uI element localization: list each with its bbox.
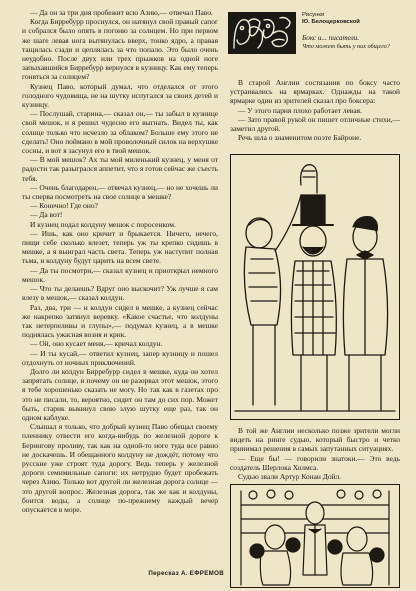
- rubric-logo: [228, 12, 296, 54]
- anecdote-paragraph: — Зато правой рукой он пишет отличные стихи,— заметил другой.: [230, 114, 400, 134]
- story-paragraph: — Послушай, старина,— сказал он,— ты забыл в кузнице свой мешок, и я решил чудесно его выгнать. Видел ты, как солнце только что исчезло за облаком? Больше ему этого не сделать! Оно поймано в мой проволочный силок на верхушке сосны, и вот я засунул его в твой мешок.: [22, 109, 218, 156]
- retelling-byline: Пересказ А. ЕФРЕМОВ: [148, 570, 224, 577]
- anecdote-paragraph: В той же Англии несколько позже зрители могли видеть на ринге судью, который быстро и четко принимал решения в самых запутанных ситуациях.: [230, 426, 400, 454]
- anecdote-paragraph: — У этого парня плохо работает левая.: [238, 105, 362, 115]
- story-paragraph: Долго ли колдун Бирребурр сидел в мешке, куда он хотел запрятать солнце, и почему он не разорвал этот мешок, этого я тебе хорошенько сказать не могу. Но так как в газетах про это не писали, то, вероятно, сидит он там до сих пор. Может быть, старик выкинул свою злую шутку еще раз, так он одном каблуке.: [22, 366, 218, 422]
- story-paragraph: — Ой, оно кусает меня,— кричал колдун.: [30, 339, 163, 349]
- story-paragraph: — Конечно! Где оно?: [30, 201, 98, 211]
- rubric-logo-icon: [228, 12, 296, 54]
- boxing-ring-drawing: [231, 485, 399, 587]
- story-paragraph: — И ты кусай,— ответил кузнец, запер кузницу и пошел отдохнуть от ночных приключений.: [22, 348, 218, 367]
- illustrator-name: Ю. Белоцерковской: [302, 19, 360, 26]
- story-paragraph: — Да он за три дня пробежит всю Азию,— отвечал Паво.: [30, 8, 213, 17]
- story-paragraph: Когда Бирребурр проснулся, он натянул свой правый сапог и собрался было опять в погоню за солнцем. Но при первом же шаге левая нога вытянулась вверх, тонко ядро, а правая тащилась сзади и цеплялась за что попало. Это было очень неудобно. После двух или трех прыжков на одной ноге запыхавшийся Бирребурр вернулся в кузницу. Как ему теперь гоняться за солнцем?: [22, 17, 218, 82]
- story-paragraph: Слышал я только, что добрый кузнец Паво обещал своему пленнику отвести его когда-нибудь по железной дороге к Берингову проливу, так как на одной-то ноге туда все равно не доскачешь. И обещанного колдуну не дождёт, потому что русские уже строят туда дорогу. Ведь теперь у железной дороги семимильные сапоги: их нетрудно будет пробежать через Азию. Только вот другой ли железная дорога солнце — это другой вопрос. Железная дорога, так же как и колдуны, боится воды, а солнце по-прежнему каждый вечер опускается в море.: [22, 422, 218, 514]
- anecdote-paragraph: Судью звали Артур Конан Дойл.: [238, 472, 342, 482]
- sidebar-column: [226, 8, 402, 584]
- story-paragraph: — Очень благодарен,— отвечал кузнец,— но не хочешь ли ты сперва посмотреть на свое солнце в мешке?: [22, 182, 218, 202]
- story-paragraph: Раз, два, три — и колдун сидел в мешке, а кузнец сейчас же накрепко затянул веревку. «Какое счастье, что колдуны так нетерпеливы и глупы»,— подумал кузнец, а в мешке поднялась ужасная возня и крик.: [22, 302, 218, 340]
- story-paragraph: И кузнец подал колдуну мешок с поросенком.: [30, 219, 176, 229]
- story-paragraph: — Что ты делаешь? Вдруг оно выскочит? Уж лучше я сам влезу в мешок,— сказал колдун.: [22, 284, 218, 303]
- story-paragraph: — В мой мешок? Ах ты мой миленький кузнец, у меня от радости так разыгрался аппетит, что я готов сейчас же съесть тебя.: [22, 155, 218, 183]
- conan-doyle-anecdote: [230, 426, 400, 481]
- anecdote-paragraph: Речь шла о знаменитом поэте Байроне.: [238, 133, 362, 143]
- story-paragraph: Кузнец Паво, который думал, что отделался от этого голодного чудовища, не на шутку испугался за своих детей и кузницу.: [22, 81, 218, 110]
- rubric-title: Бокс и... писатели.: [302, 34, 360, 43]
- story-column: [22, 8, 218, 574]
- illustrations-label: Рисунки: [302, 12, 325, 18]
- boxing-ring-illustration: [230, 484, 400, 588]
- boxing-fair-illustration: [230, 154, 400, 420]
- story-paragraph: — Да ты посмотри,— сказал кузнец и приоткрыл немного мешок.: [22, 265, 218, 284]
- anecdote-paragraph: В старой Англии состязания по боксу часто устраивались на ярмарках. Однажды на такой ярмарке один из зрителей сказал про боксера:: [230, 78, 400, 106]
- story-paragraph: — Ишь, как оно кричит и брыкается. Ничего, нечего, пищи себе сколько влезет, теперь уж ты крепко сидишь в мешке, а я выиграл часть света. Теперь уж наступит полная тьма, и колдуну будут царить на всем свете.: [22, 228, 218, 266]
- anecdote-paragraph: — Еще бы! — говорили знатоки.— Это ведь создатель Шерлока Холмса.: [230, 453, 400, 472]
- rubric-header: [302, 12, 406, 51]
- spectators-drawing: [231, 155, 399, 419]
- story-paragraph: — Да вот!: [30, 210, 63, 220]
- byron-anecdote: [230, 78, 400, 142]
- rubric-subtitle: Что может быть у них общего?: [302, 43, 390, 51]
